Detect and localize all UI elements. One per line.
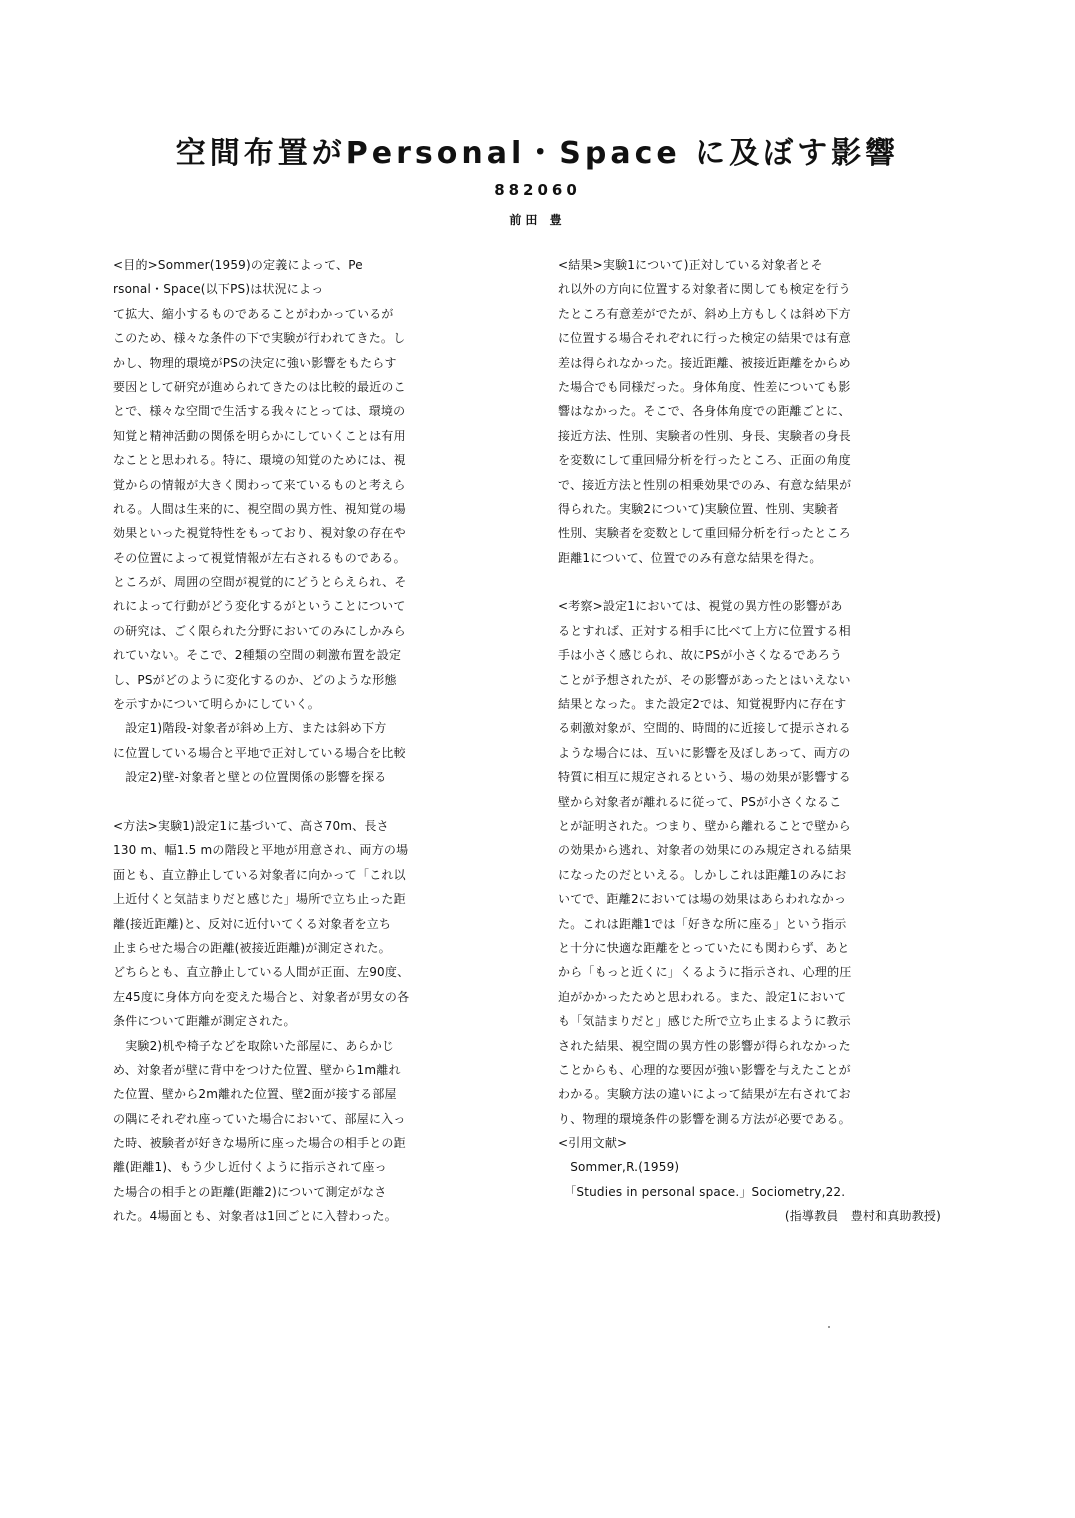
text-line: このため、様々な条件の下で実験が行われてきた。し <box>113 331 406 346</box>
text-line: れによって行動がどう変化するがということについて <box>113 599 406 614</box>
text-line: 面とも、直立静止している対象者に向かって「これ以 <box>113 867 406 882</box>
text-line: に位置している場合と平地で正対している場合を比較 <box>113 745 406 760</box>
text-line: <考察>設定1においては、視覚の異方性の影響があ <box>558 599 843 614</box>
text-line: と十分に快適な距離をとっていたにも関わらず、あと <box>558 940 850 955</box>
text-line: 差は得られなかった。接近距離、被接近距離をからめ <box>558 355 851 370</box>
text-line: 上近付くと気詰まりだと感じた」場所で立ち止った距 <box>113 892 406 907</box>
text-line: とが証明された。つまり、壁から離れることで壁から <box>558 818 851 833</box>
text-line: から「もっと近くに」くるように指示され、心理的圧 <box>558 965 852 980</box>
text-line: た。これは距離1では「好きな所に座る」という指示 <box>558 916 847 931</box>
text-line: れていない。そこで、2種類の空間の刺激布置を設定 <box>113 648 402 663</box>
text-line: し、PSがどのように変化するのか、どのような形態 <box>113 672 397 687</box>
scan-speck <box>828 1326 830 1328</box>
text-line: を変数にして重回帰分析を行ったところ、正面の角度 <box>558 453 851 468</box>
text-line: ところが、周囲の空間が視覚的にどうとらえられ、そ <box>113 575 407 590</box>
author-name: 前田 豊 <box>509 213 566 227</box>
discussion-section <box>558 594 941 1131</box>
purpose-section <box>113 253 493 790</box>
advisor-credit: (指導教員 豊村和真助教授) <box>784 1209 941 1224</box>
text-line: 設定2)壁-対象者と壁との位置関係の影響を探る <box>113 770 387 785</box>
text-line: も「気詰まりだと」感じた所で立ち止まるように教示 <box>558 1014 851 1029</box>
text-line: た場合でも同様だった。身体角度、性差についても影 <box>558 379 851 394</box>
text-line: わかる。実験方法の違いによって結果が左右されてお <box>558 1087 851 1102</box>
text-line: れ以外の方向に位置する対象者に関しても検定を行う <box>558 282 851 297</box>
text-line: 迫がかかったためと思われる。また、設定1において <box>558 989 847 1004</box>
text-line: 知覚と精神活動の関係を明らかにしていくことは有用 <box>113 428 406 443</box>
text-line: 130 m、幅1.5 mの階段と平地が用意され、両方の場 <box>113 843 409 858</box>
paragraph-gap <box>113 790 493 814</box>
text-line: 接近方法、性別、実験者の性別、身長、実験者の身長 <box>558 428 851 443</box>
text-line: の隅にそれぞれ座っていた場合において、部屋に入っ <box>113 1111 406 1126</box>
paper-title: 空間布置がPersonal・Space に及ぼす影響 <box>175 136 900 171</box>
text-line: たところ有意差がでたが、斜め上方もしくは斜め下方 <box>558 306 851 321</box>
student-id: 882060 <box>494 181 581 199</box>
references-section <box>558 1131 941 1229</box>
text-line: になったのだといえる。しかしこれは距離1のみにお <box>558 867 847 882</box>
text-line: <結果>実験1について)正対している対象者とそ <box>558 258 823 272</box>
text-line: <方法>実験1)設定1に基づいて、高さ70m、長さ <box>113 818 389 833</box>
text-line: 離(接近距離)と、反対に近付いてくる対象者を立ち <box>113 916 392 931</box>
text-line: 性別、実験者を変数として重回帰分析を行ったところ <box>558 526 851 541</box>
text-line: の効果から逃れ、対象者の効果にのみ規定される結果 <box>558 843 852 858</box>
text-line: 壁から対象者が離れるに従って、PSが小さくなるこ <box>558 794 842 809</box>
text-line: で、接近方法と性別の相乗効果でのみ、有意な結果が <box>558 477 852 492</box>
results-section <box>558 253 941 570</box>
text-line: 特質に相互に規定されるという、場の効果が影響する <box>558 770 851 785</box>
text-line: 効果といった視覚特性をもっており、視対象の存在や <box>113 526 406 541</box>
text-line: 設定1)階段-対象者が斜め上方、または斜め下方 <box>113 721 387 736</box>
right-column <box>558 253 941 1229</box>
method-section <box>113 814 493 1229</box>
text-line: なことと思われる。特に、環境の知覚のためには、視 <box>113 453 406 468</box>
text-line: れた。4場面とも、対象者は1回ごとに入替わった。 <box>113 1209 397 1224</box>
text-line: 結果となった。また設定2では、知覚視野内に存在す <box>558 697 847 712</box>
references-heading: <引用文献> <box>558 1136 628 1151</box>
text-line: された結果、視空間の異方性の影響が得られなかった <box>558 1038 851 1053</box>
text-line: るとすれば、正対する相手に比べて上方に位置する相 <box>558 623 851 638</box>
text-line: り、物理的環境条件の影響を測る方法が必要である。 <box>558 1111 851 1126</box>
text-line: rsonal・Space(以下PS)は状況によっ <box>113 282 324 297</box>
text-line: 左45度に身体方向を変えた場合と、対象者が男女の各 <box>113 989 410 1004</box>
text-line: 得られた。実験2について)実験位置、性別、実験者 <box>558 501 839 516</box>
text-line: 止まらせた場合の距離(被接近距離)が測定された。 <box>113 940 391 955</box>
paragraph-gap <box>558 570 941 594</box>
text-line: かし、物理的環境がPSの決定に強い影響をもたらす <box>113 355 397 370</box>
left-column <box>113 253 493 1229</box>
text-line: を示すかについて明らかにしていく。 <box>113 697 320 712</box>
text-line: 手は小さく感じられ、故にPSが小さくなるであろう <box>558 648 843 663</box>
text-line: 響はなかった。そこで、各身体角度での距離ごとに、 <box>558 404 851 419</box>
text-line: ことが予想されたが、その影響があったとはいえない <box>558 672 851 687</box>
text-line: その位置によって視覚情報が左右されるものである。 <box>113 550 406 565</box>
text-line: 条件について距離が測定された。 <box>113 1014 296 1029</box>
text-line: 距離1について、位置でのみ有意な結果を得た。 <box>558 550 822 565</box>
text-line: れる。人間は生来的に、視空間の異方性、視知覚の場 <box>113 501 406 516</box>
text-line: る刺激対象が、空間的、時間的に近接して提示される <box>558 721 851 736</box>
text-line: 実験2)机や椅子などを取除いた部屋に、あらかじ <box>113 1038 395 1053</box>
text-line: <目的>Sommer(1959)の定義によって、Pe <box>113 258 363 272</box>
text-line: とで、様々な空間で生活する我々にとっては、環境の <box>113 404 406 419</box>
text-line: ことからも、心理的な要因が強い影響を与えたことが <box>558 1062 851 1077</box>
text-line: 離(距離1)、もう少し近付くように指示されて座っ <box>113 1160 387 1175</box>
reference-entry: Sommer,R.(1959) <box>558 1160 680 1175</box>
text-line: た位置、壁から2m離れた位置、壁2面が接する部屋 <box>113 1087 397 1102</box>
text-line: た時、被験者が好きな場所に座った場合の相手との距 <box>113 1136 406 1151</box>
text-line: て拡大、縮小するものであることがわかっているが <box>113 306 394 321</box>
text-line: 覚からの情報が大きく関わって来ているものと考えら <box>113 477 406 492</box>
text-line: 要因として研究が進められてきたのは比較的最近のこ <box>113 379 406 394</box>
text-line: ような場合には、互いに影響を及ぼしあって、両方の <box>558 745 851 760</box>
text-line: の研究は、ごく限られた分野においてのみにしかみら <box>113 623 406 638</box>
text-line: いてで、距離2においては場の効果はあらわれなかっ <box>558 892 847 907</box>
reference-entry: 「Studies in personal space.」Sociometry,22. <box>558 1184 846 1199</box>
text-line: め、対象者が壁に背中をつけた位置、壁から1m離れ <box>113 1062 401 1077</box>
text-line: どちらとも、直立静止している人間が正面、左90度、 <box>113 965 410 980</box>
text-line: に位置する場合それぞれに行った検定の結果では有意 <box>558 331 851 346</box>
text-line: た場合の相手との距離(距離2)について測定がなさ <box>113 1184 387 1199</box>
